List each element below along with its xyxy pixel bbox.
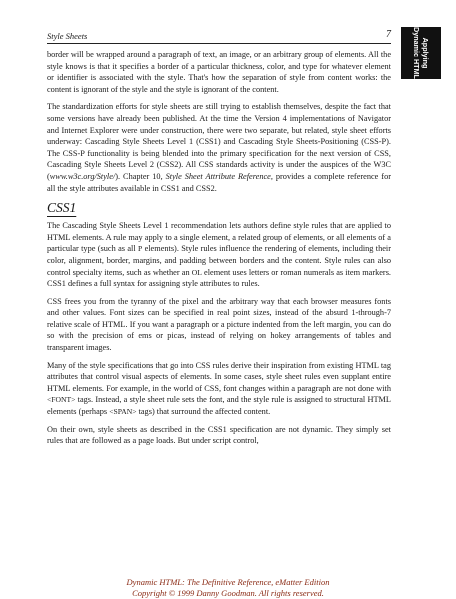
chapter-reference: Style Sheet Attribute Reference [165,171,271,181]
body-text [47,49,391,453]
paragraph-1 [47,49,391,95]
paragraph-2-text-a: The standardization efforts for style sheets are still trying to establish themselves, despite the fact that some versions have already been published. At the time the Version 4 implementations of Navigator and Internet Explorer were under construction, there were two separate, but related, style sheet efforts underway: Cascading Style Sheets Level 1 (CSS1) and Cascading Style Sheets-Positioning (CSS-P). The CSS-P functionality is being blended into the primary specification for the next version of CSS, Cascading Style Sheets Level 2 (CSS2). All CSS standards activity is under the auspices of the W3C ( [47,102,391,181]
paragraph-2-text-b: ). Chapter 10, [115,171,166,181]
code-font-tag: <FONT> [47,395,76,405]
code-p-element: P [137,244,143,254]
section-title: Style Sheets [47,31,88,41]
footer-copyright: Copyright © 1999 Danny Goodman. All rights reserved. [132,588,324,598]
paragraph-6 [47,424,391,447]
paragraph-5-text-a: Many of the style specifications that go into CSS rules derive their inspiration from existing HTML tag attributes that control visual aspects of elements. In some cases, style sheet rules even supplant entire HTML elements. For example, in the world of CSS, font changes within a paragraph are not done with [47,360,391,393]
paragraph-2-text-c: , provides a complete reference for all the style attributes available in CSS1 and CSS2. [47,171,391,193]
paragraph-6-text: On their own, style sheets as described in the CSS1 specification are not dynamic. They simply set rules that are followed as a page loads. But under script control, [47,424,391,446]
thumb-tab-line-1: Applying [421,37,430,69]
paragraph-3-text-a: The Cascading Style Sheets Level 1 recommendation lets authors define style rules that are applied to HTML elements. A rule may apply to a single element, a related group of elements, or all elements of a particular type (such as all [47,221,391,254]
section-heading-css1: CSS1 [47,200,77,216]
paragraph-5-text-b: tags. Instead, a style sheet rule sets the font, and the style rule is assigned to structural HTML elements (perhaps [47,395,391,417]
paragraph-5 [47,360,391,418]
footer-title: Dynamic HTML: The Definitive Reference, eMatter Edition [126,577,330,587]
page-footer [0,577,456,599]
header-rule [47,43,391,44]
code-span-tag: <SPAN> [109,407,137,417]
thumb-tab-label [412,27,430,79]
paragraph-5-text-c: tags) that surround the affected content. [136,407,271,417]
page-number: 7 [386,29,391,40]
thumb-tab-line-2: Dynamic HTML [412,27,421,79]
paragraph-1-text: border will be wrapped around a paragraph of text, an image, or an arbitrary group of elements. All the style knows is that it specifies a border of a particular thickness, color, and type for whatever element or identifier is associated with the style. That's how the separation of style from content works: the content is ignorant of the style and the style is ignorant of the content. [47,50,391,94]
paragraph-4-text: CSS frees you from the tyranny of the pixel and the arbitrary way that each browser measures fonts and other values. Font sizes can be specified in real point sizes, instead of the absurd 1-through-7 relative scale of HTML. If you want a paragraph or a picture indented from the left margin, you can do so with the precision of ems or picas, instead of relying on hokey arrangements of tables and transparent images. [47,296,391,353]
paragraph-3-text-b: elements). Style rules influence the rendering of elements, including their color, alignment, border, margins, and padding between borders and the content. Style rules can also control specialty items, such as whether an [47,244,391,277]
paragraph-2 [47,101,391,194]
paragraph-3 [47,220,391,290]
code-ol-element: OL [191,267,202,277]
chapter-thumb-tab [401,27,441,79]
w3c-url: www.w3c.org/Style/ [49,171,116,181]
running-header [47,29,391,43]
paragraph-4 [47,296,391,354]
paragraph-3-text-c: element uses letters or roman numerals as item markers. CSS1 defines a full syntax for assigning style attributes to rules. [47,267,391,289]
